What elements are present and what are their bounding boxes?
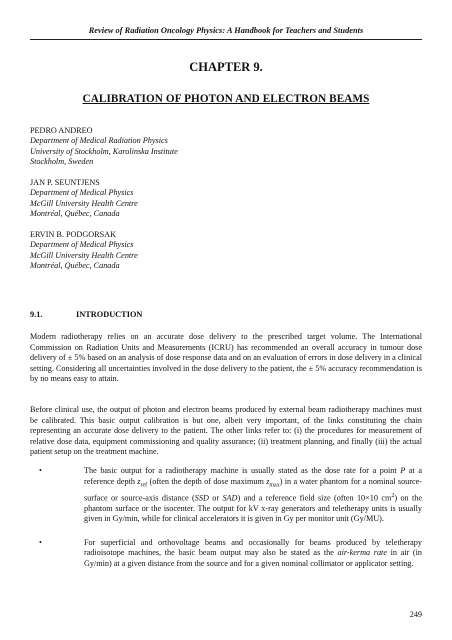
author-name: ERVIN B. PODGORSAK: [30, 230, 117, 240]
zmax-subscript: max: [269, 482, 280, 489]
bullet-list: [30, 466, 422, 569]
bullet-text: ) on the phantom surface or the isocenter. The output for kV x-ray generators and teletherapy units is usually given in Gy/min, while for clinical accelerators it is given in Gy per monitor unit (Gy/MU).: [84, 493, 423, 524]
author-list: [30, 126, 422, 282]
emphasis-term: air-kerma rate: [337, 548, 387, 558]
bullet-text: in air (in Gy/min) at a given distance from the source and for a given nominal collimator or applicator setting.: [84, 548, 422, 568]
bullet-text: The basic output for a radiotherapy machine is usually stated as the dose rate for a point: [84, 466, 401, 475]
author-affiliation-line: McGill University Health Centre: [30, 250, 138, 260]
bullet-marker: •: [39, 466, 42, 475]
section-title: INTRODUCTION: [76, 310, 143, 319]
bullet-marker: •: [39, 537, 42, 547]
bullet-text: For superficial and orthovoltage beams and occasionally for beams produced by teletherapy radioisotope machines, the basic beam output may also be stated as the: [84, 537, 422, 558]
zmax-symbol: z: [266, 476, 270, 486]
section-heading: [30, 310, 142, 319]
author-name: JAN P. SEUNTJENS: [30, 178, 100, 188]
page-number: 249: [409, 610, 422, 619]
author-affiliation-line: Stockholm, Sweden: [30, 157, 94, 167]
author-affiliation-line: McGill University Health Centre: [30, 198, 138, 208]
zref-symbol: z: [137, 476, 141, 486]
author-affiliation-line: University of Stockholm, Karolinska Institute: [30, 146, 178, 156]
author-block: [30, 126, 422, 168]
author-block: [30, 178, 422, 220]
bullet-text: ) and a reference field size (often 10×10 cm: [237, 493, 392, 503]
section-number: 9.1.: [30, 310, 43, 319]
author-affiliation-line: Department of Medical Radiation Physics: [30, 136, 168, 146]
bullet-text: ) in a water phantom for a nominal source-surface or source-axis distance (: [84, 476, 422, 503]
bullet-text: (often the depth of dose maximum: [147, 476, 267, 486]
area-superscript: 2: [391, 492, 395, 499]
body-paragraph: Before clinical use, the output of photon and electron beams produced by external beam radiotherapy machines must be calibrated. This basic output calibration is but one, albeit very important, of the links constituting the chain representing an accurate dose delivery to the patient. The other links refer to: (i) the procedures for measurement of relative dose data, equipment commissioning and quality assurance; (ii) treatment planning, and finally (iii) the actual patient setup on the treatment machine.: [30, 405, 422, 456]
bullet-text: or: [208, 493, 223, 503]
author-affiliation-line: Montréal, Québec, Canada: [30, 209, 120, 219]
header-rule: [30, 39, 422, 40]
sad-term: SAD: [222, 493, 238, 503]
author-affiliation-line: Department of Medical Physics: [30, 188, 134, 198]
zref-subscript: ref: [140, 482, 148, 489]
author-block: [30, 230, 422, 272]
author-affiliation-line: Department of Medical Physics: [30, 240, 134, 250]
chapter-title: CALIBRATION OF PHOTON AND ELECTRON BEAMS: [82, 93, 370, 105]
running-header: Review of Radiation Oncology Physics: A Handbook for Teachers and Students: [88, 26, 364, 35]
point-symbol: P: [400, 466, 406, 475]
author-name: PEDRO ANDREO: [30, 126, 93, 135]
chapter-label: CHAPTER 9.: [189, 60, 263, 74]
author-affiliation-line: Montréal, Québec, Canada: [30, 261, 120, 271]
bullet-item: [30, 466, 422, 525]
bullet-item: [30, 538, 422, 570]
bullet-text: at a reference depth: [84, 466, 422, 486]
body-paragraph: Modern radiotherapy relies on an accurate dose delivery to the prescribed target volume. The International Commission on Radiation Units and Measurements (ICRU) has recommended an overall accuracy in tumour dose delivery of ± 5% based on an analysis of dose response data and on an evaluation of errors in dose delivery in a clinical setting. Considering all uncertainties involved in the dose delivery to the patient, the ± 5% accuracy recommendation is by no means easy to attain.: [30, 332, 422, 383]
ssd-term: SSD: [194, 493, 209, 503]
